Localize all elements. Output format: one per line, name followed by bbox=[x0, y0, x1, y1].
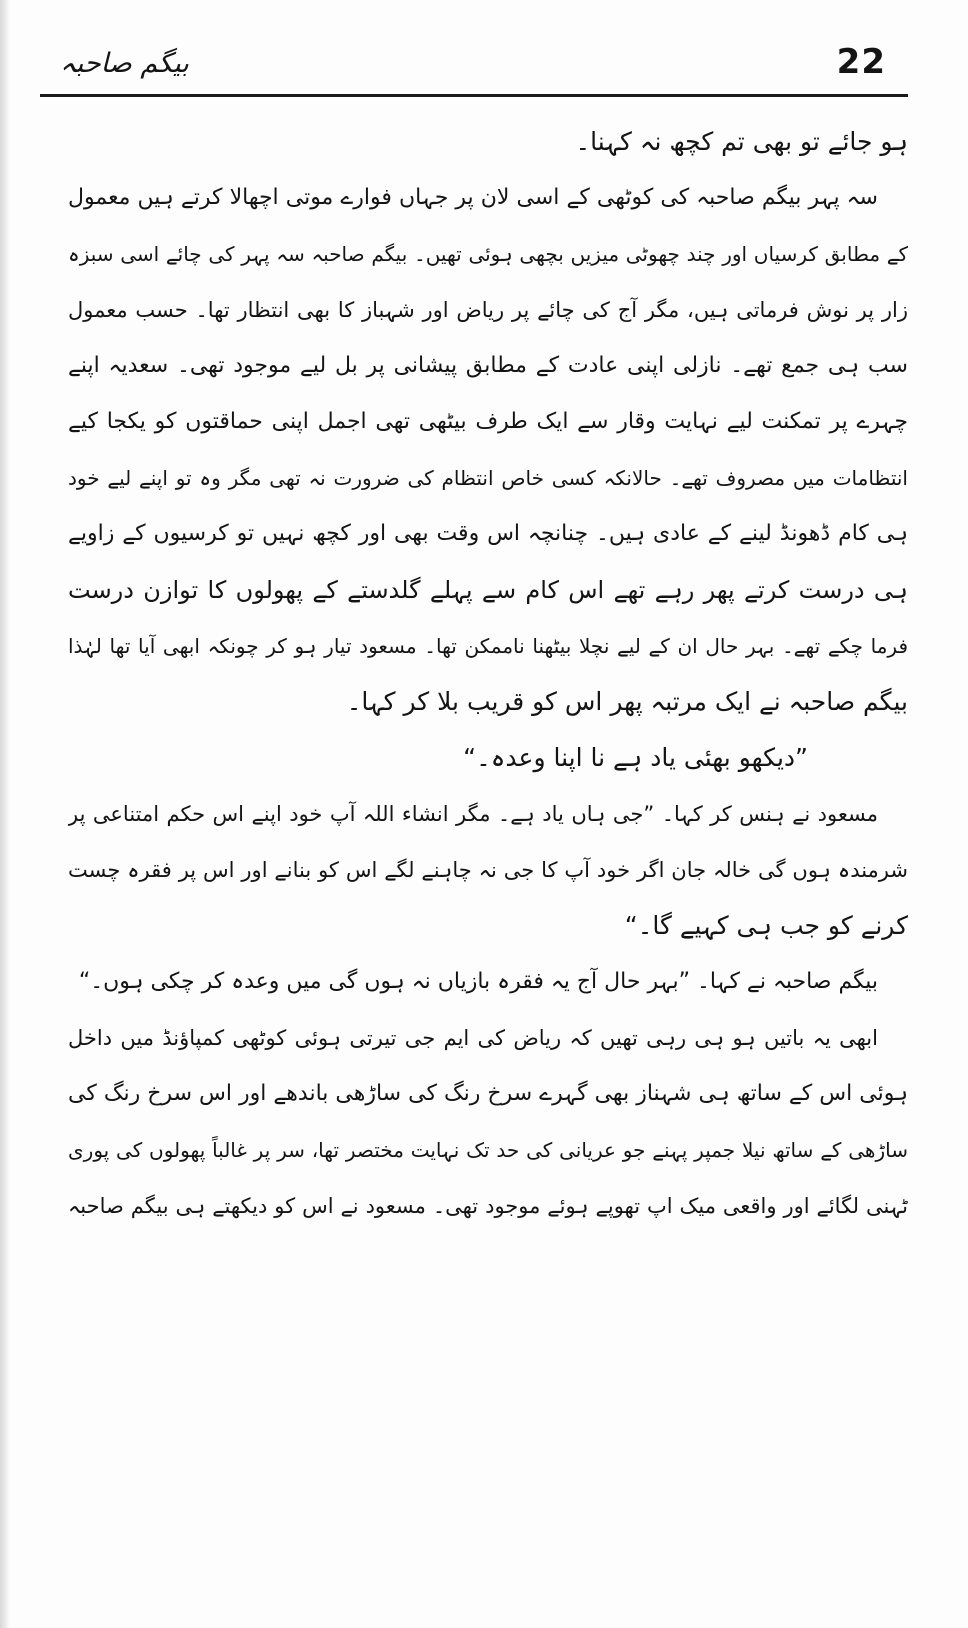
text-line: بیگم صاحبہ نے ایک مرتبہ پھر اس کو قریب بلا کر کہا۔ bbox=[346, 687, 908, 716]
text-line: ہی کام ڈھونڈ لینے کے عادی ہیں۔ چنانچہ اس وقت بھی اور کچھ نہیں تو کرسیوں کے زاویے bbox=[68, 521, 908, 546]
page-binding-shadow bbox=[0, 0, 10, 1628]
text-line: ہوئی اس کے ساتھ ہی شہناز بھی گہرے سرخ رنگ کی ساڑھی باندھے اور اس سرخ رنگ کی bbox=[68, 1081, 908, 1106]
text-line: زار پر نوش فرماتی ہیں، مگر آج کی چائے پر ریاض اور شہباز کا بھی انتظار تھا۔ حسب معمول bbox=[68, 298, 908, 322]
page-header bbox=[60, 38, 908, 98]
text-line: انتظامات میں مصروف تھے۔ حالانکہ کسی خاص انتظام کی ضرورت نہ تھی مگر وہ تو اپنے لیے خود bbox=[68, 466, 908, 490]
text-line: چہرے پر تمکنت لیے نہایت وقار سے ایک طرف بیٹھی تھی اجمل اپنی حماقتوں کو یکجا کیے bbox=[68, 409, 908, 434]
page-number: 22 bbox=[836, 42, 886, 82]
body-text bbox=[68, 114, 908, 1234]
text-line: مسعود نے ہنس کر کہا۔ ”جی ہاں یاد ہے۔ مگر انشاء اللہ آپ خود اپنے اس حکم امتناعی پر bbox=[68, 802, 878, 826]
text-line: ساڑھی کے ساتھ نیلا جمپر پہنے جو عریانی کی حد تک نہایت مختصر تھا، سر پر غالباً پھولوں کی پوری bbox=[68, 1138, 908, 1162]
text-line: سب ہی جمع تھے۔ نازلی اپنی عادت کے مطابق پیشانی پر بل لیے موجود تھی۔ سعدیہ اپنے bbox=[68, 353, 908, 378]
text-line: ہی درست کرتے پھر رہے تھے اس کام سے پہلے گلدستے کے پھولوں کا توازن درست bbox=[68, 576, 908, 604]
text-line: ہو جائے تو بھی تم کچھ نہ کہنا۔ bbox=[575, 127, 908, 156]
header-rule bbox=[40, 94, 908, 97]
running-title: بیگم صاحبہ bbox=[60, 48, 189, 79]
dialogue-line: ”دیکھو بھئی یاد ہے نا اپنا وعدہ۔“ bbox=[463, 743, 808, 772]
text-line: ابھی یہ باتیں ہو ہی رہی تھیں کہ ریاض کی ایم جی تیرتی ہوئی کوٹھی کمپاؤنڈ میں داخل bbox=[68, 1026, 878, 1050]
text-line: شرمندہ ہوں گی خالہ جان اگر خود آپ کا جی نہ چاہنے لگے اس کو بنانے اور اس پر فقرہ چست bbox=[68, 858, 908, 882]
text-line: فرما چکے تھے۔ بہر حال ان کے لیے نچلا بیٹھنا ناممکن تھا۔ مسعود تیار ہو کر چونکہ ابھی آیا تھا لہٰذا bbox=[68, 634, 908, 658]
text-line: کے مطابق کرسیاں اور چند چھوٹی میزیں بچھی ہوئی تھیں۔ بیگم صاحبہ سہ پہر کی چائے اسی سبزہ bbox=[68, 242, 908, 266]
text-line: سہ پہر بیگم صاحبہ کی کوٹھی کے اسی لان پر جہاں فوارے موتی اچھالا کرتے ہیں معمول bbox=[68, 185, 878, 210]
text-line: کرنے کو جب ہی کہیے گا۔“ bbox=[624, 911, 908, 940]
text-line: ٹہنی لگائے اور واقعی میک اپ تھوپے ہوئے موجود تھی۔ مسعود نے اس کو دیکھتے ہی بیگم صاحبہ bbox=[68, 1194, 908, 1218]
text-line: بیگم صاحبہ نے کہا۔ ”بہر حال آج یہ فقرہ بازیاں نہ ہوں گی میں وعدہ کر چکی ہوں۔“ bbox=[78, 969, 878, 994]
